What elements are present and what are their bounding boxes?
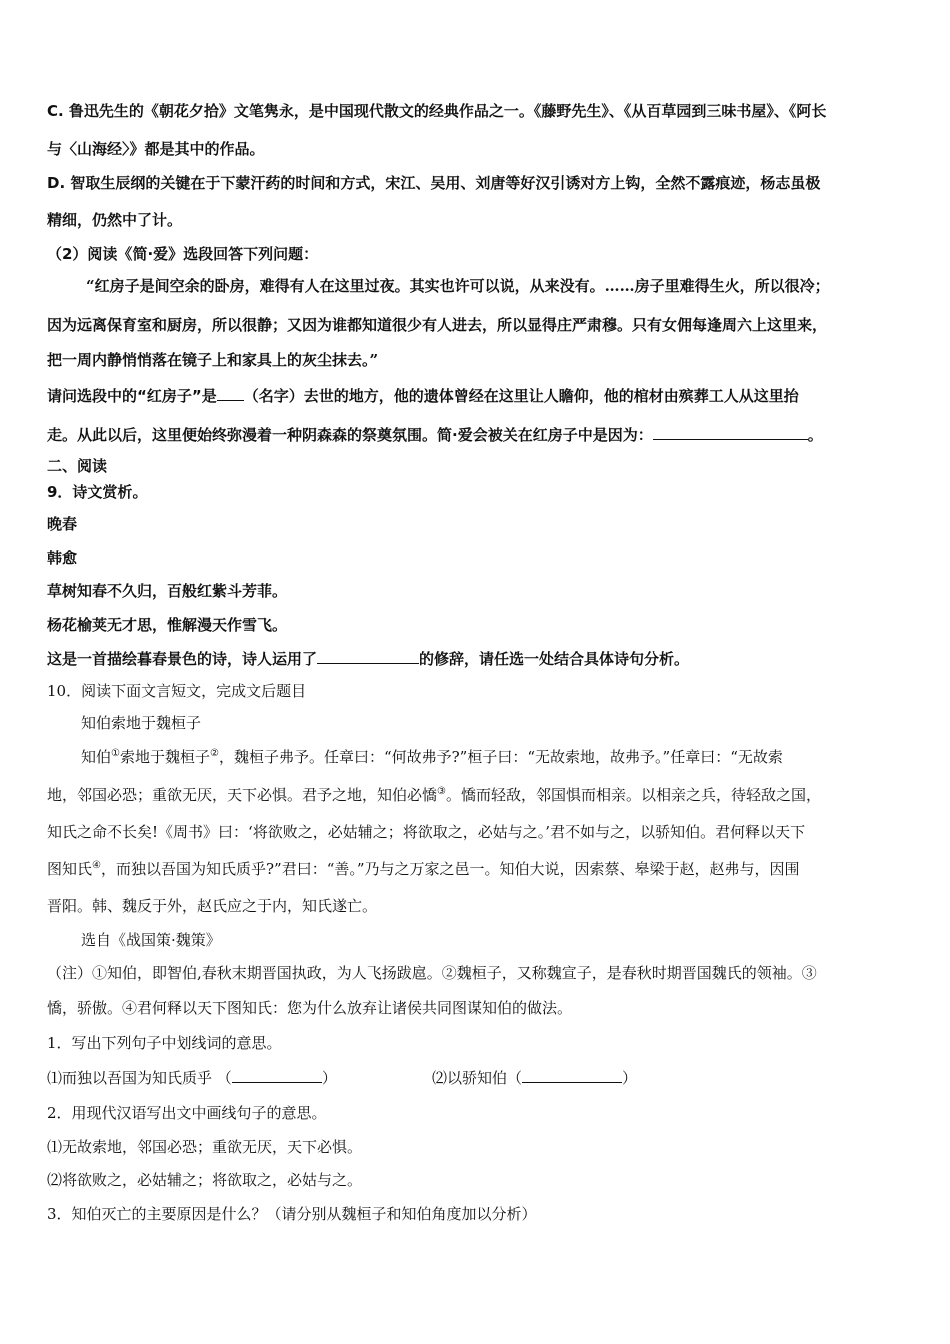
classical-text-1c: ，魏桓子弗予。任章曰：“何故弗予?”桓子曰：“无故索地，故弗予。”任章曰：“无故索: [218, 748, 783, 766]
poem-line-1: 草树知春不久归，百般红紫斗芳菲。: [47, 582, 288, 600]
jane-eyre-excerpt-line-3: 把一周内静悄悄落在镜子上和家具上的灰尘抹去。”: [47, 351, 379, 369]
sub-question-1b-text: ⑵以骄知伯（: [432, 1069, 523, 1087]
sub-question-2a: ⑴无故索地，邻国必恐；重欲无厌，天下必惧。: [47, 1138, 363, 1156]
poem-title: 晚春: [47, 515, 78, 533]
footnote-marker-2: ②: [210, 748, 219, 759]
jane-eyre-excerpt-line-1: “红房子是间空余的卧房，难得有人在这里过夜。其实也许可以说，从来没有。……房子里难得生火，所以很冷；: [86, 277, 830, 295]
answer-blank-name[interactable]: [217, 385, 244, 401]
red-room-question-line-1: [47, 385, 799, 406]
classical-text-source: 选自《战国策·魏策》: [81, 931, 221, 949]
sub-question-2b: ⑵将欲败之，必姑辅之；将欲取之，必姑与之。: [47, 1171, 363, 1189]
classical-text-1b: 索地于魏桓子: [119, 748, 210, 766]
question-2-heading: （2）阅读《简·爱》选段回答下列问题：: [47, 245, 319, 263]
option-c-line-1: C. 鲁迅先生的《朝花夕拾》文笔隽永，是中国现代散文的经典作品之一。《藤野先生》、《从百草园到三味书屋》、《阿长: [47, 102, 827, 120]
classical-text-line-3: 知氏之命不长矣!《周书》曰：‘将欲败之，必姑辅之；将欲取之，必姑与之。’君不如与之，以骄知伯。君何释以天下: [47, 823, 806, 841]
section-2-heading: 二、阅读: [47, 457, 108, 475]
option-c-line-2: 与〈山海经〉》都是其中的作品。: [47, 140, 265, 158]
footnote-marker-3: ③: [437, 786, 446, 797]
option-d-line-1: D. 智取生辰纲的关键在于下蒙汗药的时间和方式，宋江、吴用、刘唐等好汉引诱对方上钩，全然不露痕迹，杨志虽极: [47, 174, 821, 192]
classical-text-line-2: [47, 785, 821, 808]
question-9-prompt-b: 的修辞，请任选一处结合具体诗句分析。: [419, 650, 690, 668]
annotation-line-1: （注）①知伯，即智伯,春秋末期晋国执政，为人飞扬跋扈。②魏桓子，又称魏宣子，是春秋时期晋国魏氏的领袖。③: [47, 964, 817, 982]
question-9-heading: 9．诗文赏析。: [47, 483, 148, 501]
question-10-heading: 10．阅读下面文言短文，完成文后题目: [47, 682, 307, 700]
answer-blank-reason[interactable]: [653, 424, 808, 440]
classical-text-2a: 地，邻国必恐；重欲无厌，天下必惧。君予之地，知伯必憍: [47, 786, 438, 804]
answer-blank-1b[interactable]: [522, 1067, 622, 1083]
question-9-prompt-a: 这是一首描绘暮春景色的诗，诗人运用了: [47, 650, 318, 668]
answer-blank-rhetoric[interactable]: [317, 648, 419, 664]
question-9-prompt: [47, 648, 689, 669]
red-room-question-text-a: 请问选段中的“红房子”是: [47, 387, 217, 405]
red-room-question-text-b: （名字）去世的地方，他的遗体曾经在这里让人瞻仰，他的棺材由殡葬工人从这里抬: [243, 387, 799, 405]
sub-question-1a-paren-close: ）: [321, 1069, 337, 1087]
classical-text-2b: 。憍而轻敌，邻国惧而相亲。以相亲之兵，待轻敌之国，: [445, 786, 821, 804]
sub-question-1a-paren-open: （: [216, 1069, 232, 1087]
sub-question-2: 2．用现代汉语写出文中画线句子的意思。: [47, 1104, 327, 1122]
sub-question-1a-text: ⑴而独以吾国为知氏质乎: [47, 1069, 213, 1087]
classical-text-line-5: 晋阳。韩、魏反于外，赵氏应之于内，知氏遂亡。: [47, 897, 378, 915]
red-room-question-end: 。: [807, 426, 823, 444]
poem-line-2: 杨花榆荚无才思，惟解漫天作雪飞。: [47, 616, 288, 634]
sub-question-1b: [432, 1067, 637, 1088]
sub-question-1b-paren-close: ）: [622, 1069, 638, 1087]
classical-text-1a: 知伯: [81, 748, 112, 766]
classical-text-line-1: [81, 747, 783, 770]
red-room-question-line-2: [47, 424, 823, 445]
classical-text-title: 知伯索地于魏桓子: [81, 714, 202, 732]
jane-eyre-excerpt-line-2: 因为远离保育室和厨房，所以很静；又因为谁都知道很少有人进去，所以显得庄严肃穆。只有女佣每逢周六上这里来，: [47, 316, 828, 334]
classical-text-line-4: [47, 859, 800, 882]
sub-question-1: 1．写出下列句子中划线词的意思。: [47, 1034, 282, 1052]
sub-question-1-items: [47, 1067, 337, 1088]
sub-question-3: 3．知伯灭亡的主要原因是什么？（请分别从魏桓子和知伯角度加以分析）: [47, 1205, 537, 1223]
footnote-marker-4: ④: [92, 860, 101, 871]
option-d-line-2: 精细，仍然中了计。: [47, 211, 183, 229]
classical-text-4a: 图知氏: [47, 860, 93, 878]
annotation-line-2: 憍，骄傲。④君何释以天下图知氏：您为什么放弃让诸侯共同图谋知伯的做法。: [47, 999, 573, 1017]
red-room-question-text-c: 走。从此以后，这里便始终弥漫着一种阴森森的祭奠氛围。简·爱会被关在红房子中是因为：: [47, 426, 653, 444]
answer-blank-1a[interactable]: [232, 1067, 322, 1083]
footnote-marker-1: ①: [111, 748, 120, 759]
poem-author: 韩愈: [47, 549, 78, 567]
classical-text-4b: ，而独以吾国为知氏质乎?”君曰：“善。”乃与之万家之邑一。知伯大说，因索蔡、皋梁于赵，赵弗与，因围: [100, 860, 800, 878]
